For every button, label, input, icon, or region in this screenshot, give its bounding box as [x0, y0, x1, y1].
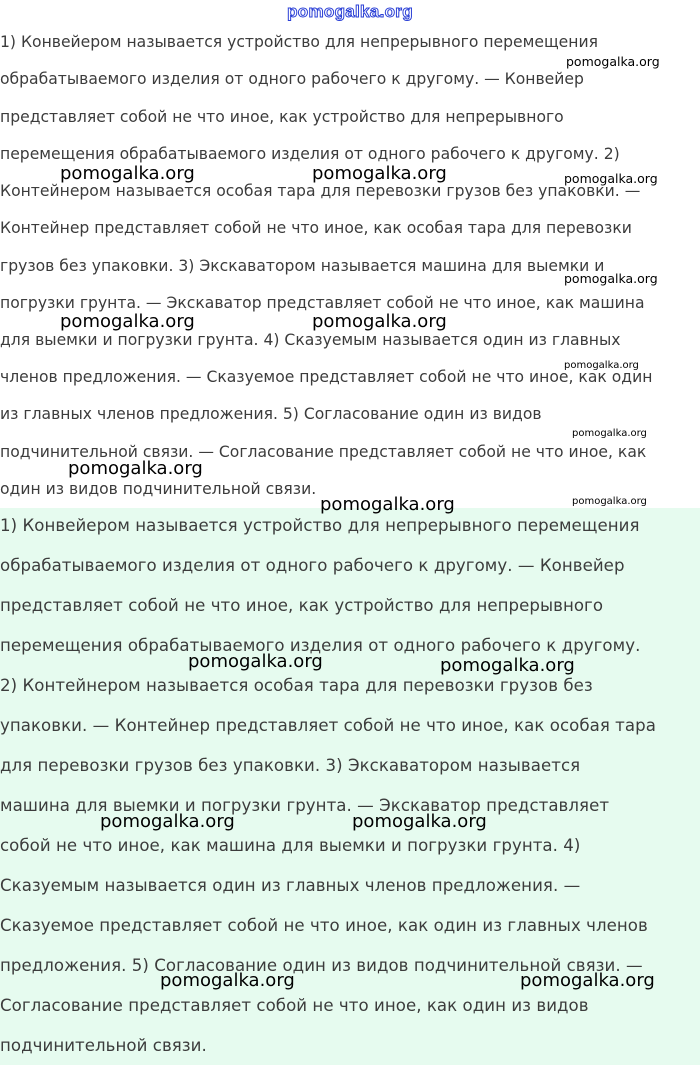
- site-title[interactable]: pomogalka.org: [287, 2, 413, 21]
- text-line: для выемки и погрузки грунта. 4) Сказуемым называется один из главных: [0, 331, 621, 349]
- text-line: представляет собой не что иное, как устройство для непрерывного: [0, 108, 564, 126]
- watermark: pomogalka.org: [312, 163, 447, 184]
- text-line: 1) Конвейером называется устройство для непрерывного перемещения: [0, 516, 640, 535]
- text-line: один из видов подчинительной связи.: [0, 480, 317, 498]
- text-line: обрабатываемого изделия от одного рабочего к другому. — Конвейер: [0, 556, 625, 575]
- watermark: pomogalka.org: [160, 970, 295, 991]
- text-line: Контейнер представляет собой не что иное, как особая тара для перевозки: [0, 219, 632, 237]
- text-line: подчинительной связи.: [0, 1036, 207, 1055]
- text-line: представляет собой не что иное, как устройство для непрерывного: [0, 596, 604, 615]
- text-line: членов предложения. — Сказуемое представляет собой не что иное, как один: [0, 368, 653, 386]
- watermark: pomogalka.org: [440, 655, 575, 676]
- text-line: погрузки грунта. — Экскаватор представляет собой не что иное, как машина: [0, 294, 645, 312]
- text-line: Согласование представляет собой не что иное, как один из видов: [0, 996, 589, 1015]
- watermark: pomogalka.org: [572, 428, 647, 439]
- watermark: pomogalka.org: [320, 494, 455, 515]
- text-line: подчинительной связи. — Согласование представляет собой не что иное, как: [0, 443, 647, 461]
- text-line: Сказуемое представляет собой не что иное, как один из главных членов: [0, 916, 648, 935]
- text-line: собой не что иное, как машина для выемки и погрузки грунта. 4): [0, 836, 581, 855]
- text-line: из главных членов предложения. 5) Согласование один из видов: [0, 405, 542, 423]
- watermark: pomogalka.org: [566, 54, 660, 69]
- text-line: Сказуемым называется один из главных членов предложения. —: [0, 876, 581, 895]
- watermark: pomogalka.org: [60, 163, 195, 184]
- text-line: перемещения обрабатываемого изделия от одного рабочего к другому.: [0, 636, 641, 655]
- watermark: pomogalka.org: [100, 811, 235, 832]
- text-line: предложения. 5) Согласование один из видов подчинительной связи. —: [0, 956, 643, 975]
- text-line: Контейнером называется особая тара для перевозки грузов без упаковки. —: [0, 182, 641, 200]
- watermark: pomogalka.org: [564, 271, 658, 286]
- watermark: pomogalka.org: [572, 496, 647, 507]
- text-line: 1) Конвейером называется устройство для непрерывного перемещения: [0, 33, 598, 51]
- text-line: перемещения обрабатываемого изделия от одного рабочего к другому. 2): [0, 145, 620, 163]
- watermark: pomogalka.org: [312, 311, 447, 332]
- watermark: pomogalka.org: [188, 651, 323, 672]
- watermark: pomogalka.org: [564, 171, 658, 186]
- text-line: грузов без упаковки. 3) Экскаватором называется машина для выемки и: [0, 257, 605, 275]
- watermark: pomogalka.org: [564, 360, 639, 371]
- watermark: pomogalka.org: [352, 811, 487, 832]
- watermark: pomogalka.org: [60, 311, 195, 332]
- watermark: pomogalka.org: [520, 970, 655, 991]
- text-line: обрабатываемого изделия от одного рабочего к другому. — Конвейер: [0, 70, 584, 88]
- text-line: машина для выемки и погрузки грунта. — Экскаватор представляет: [0, 796, 610, 815]
- text-line: для перевозки грузов без упаковки. 3) Экскаватором называется: [0, 756, 581, 775]
- watermark: pomogalka.org: [68, 458, 203, 479]
- text-line: упаковки. — Контейнер представляет собой не что иное, как особая тара: [0, 716, 656, 735]
- text-line: 2) Контейнером называется особая тара для перевозки грузов без: [0, 676, 593, 695]
